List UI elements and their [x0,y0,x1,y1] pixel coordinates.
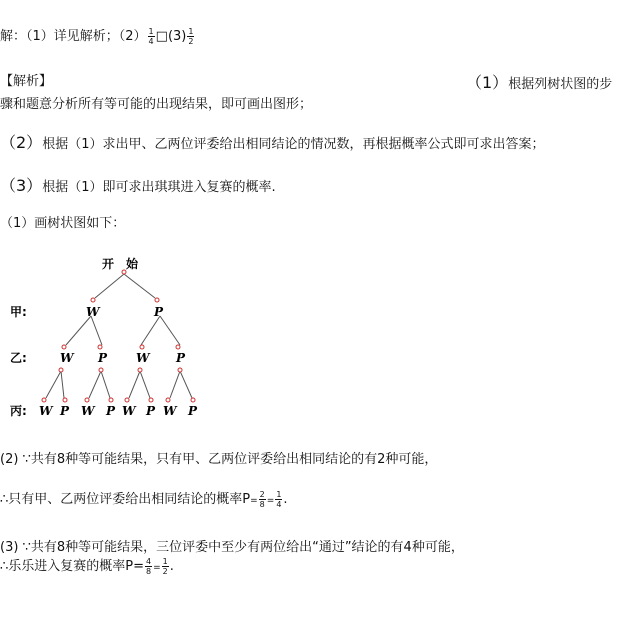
solution-part1-heading: （1）画树状图如下： [0,216,126,231]
fraction-numerator: 2 [259,490,265,499]
tree-node [85,398,89,402]
p2-number: （2） [0,133,43,152]
fraction-denominator: 8 [146,567,152,576]
tree-leaf-label: W [60,351,74,365]
tree-row-label: 甲: [10,305,27,319]
tree-diagram [0,250,240,425]
fraction-numerator: 1 [162,557,168,566]
fraction-numerator: 1 [188,27,194,36]
s3-end: . [169,559,174,574]
s3-eq: = [153,563,161,573]
p3-number: （3） [0,176,43,195]
tree-node [98,345,102,349]
tree-node [63,398,67,402]
tree-node [176,345,180,349]
tree-leaf-label: W [136,351,150,365]
s3-fraction-1 [145,557,152,576]
p1-number: （1） [466,73,509,92]
tree-edge [124,274,155,298]
fraction-numerator: 1 [148,27,154,36]
analysis-p3 [0,173,276,196]
tree-edge [91,316,102,345]
fraction-denominator: 8 [259,500,265,509]
solution-part2-line1: (2) ∵共有8种等可能结果，只有甲、乙两位评委给出相同结论的有2种可能， [0,452,438,467]
tree-node [109,398,113,402]
tree-leaf-label: W [163,404,177,418]
tree-edge [101,371,110,398]
placeholder-box: □ [155,29,168,44]
s2-eq: = [250,496,258,506]
tree-leaf-label: P [98,351,108,365]
s2-fraction-2 [275,490,282,509]
tree-edge [160,316,180,345]
tree-nodes [42,270,195,402]
tree-edge [46,371,61,398]
fraction-numerator: 4 [146,557,152,566]
fraction-denominator: 4 [148,37,154,46]
s3-prefix: ∴乐乐进入复赛的概率P= [0,559,145,574]
analysis-p2 [0,130,544,153]
tree-edge [66,316,91,345]
s2-end: . [283,492,288,507]
tree-edge [129,371,140,398]
tree-leaf-label: W [81,404,95,418]
tree-leaf-label: W [122,404,136,418]
tree-node [99,368,103,372]
analysis-heading: 【解析】 [0,74,53,89]
tree-start-label: 开 始 [102,257,139,271]
tree-edge [61,371,64,398]
p3-text: 根据（1）即可求出琪琪进入复赛的概率. [42,180,276,195]
tree-edge [140,371,150,398]
tree-leaf-label: W [39,404,53,418]
solution-part3-line1: (3) ∵共有8种等可能结果，三位评委中至少有两位给出“通过”结论的有4种可能， [0,540,464,555]
tree-node [178,368,182,372]
p1-text-a: 根据列树状图的步 [508,77,613,92]
tree-node [42,398,46,402]
tree-leaf-label: P [176,351,186,365]
tree-node [191,398,195,402]
tree-node [125,398,129,402]
s2-fraction-1 [259,490,266,509]
tree-node [155,298,159,302]
tree-edge [89,371,101,398]
tree-node [138,368,142,372]
tree-node [62,345,66,349]
s2-prefix: ∴只有甲、乙两位评委给出相同结论的概率P [0,492,251,507]
tree-leaf-label: P [188,404,198,418]
tree-edge [141,316,160,345]
tree-row-label: 丙: [10,404,27,418]
tree-edges [46,274,192,398]
tree-node [59,368,63,372]
tree-edge [180,371,192,398]
answer-part3: (3) [167,29,187,44]
fraction-numerator: 1 [276,490,282,499]
s3-fraction-2 [162,557,169,576]
tree-leaf-label: P [60,404,70,418]
tree-leaf-label: W [86,305,100,319]
analysis-p1-head [466,70,612,93]
solution-part2-line2 [0,488,288,509]
fraction-denominator: 4 [276,500,282,509]
tree-leaf-label: P [106,404,116,418]
p2-text: 根据（1）求出甲、乙两位评委给出相同结论的情况数，再根据概率公式即可求出答案； [42,137,545,152]
fraction-denominator: 2 [162,567,168,576]
tree-node [149,398,153,402]
solution-part3-line2 [0,555,174,576]
tree-leaf-label: P [146,404,156,418]
fraction-denominator: 2 [188,37,194,46]
tree-node [91,298,95,302]
answer-prefix: 解：（1）详见解析；（2） [0,29,147,44]
tree-edge [95,274,124,298]
tree-edge [170,371,180,398]
tree-row-label: 乙: [10,351,27,365]
tree-node [140,345,144,349]
s2-eq-2: = [266,496,275,506]
analysis-p1-continued: 骤和题意分析所有等可能的出现结果，即可画出图形； [0,97,313,112]
answer-fraction-2 [187,27,194,46]
tree-node [166,398,170,402]
answer-line [0,25,195,46]
tree-leaf-label: P [154,305,164,319]
answer-fraction-1 [148,27,155,46]
